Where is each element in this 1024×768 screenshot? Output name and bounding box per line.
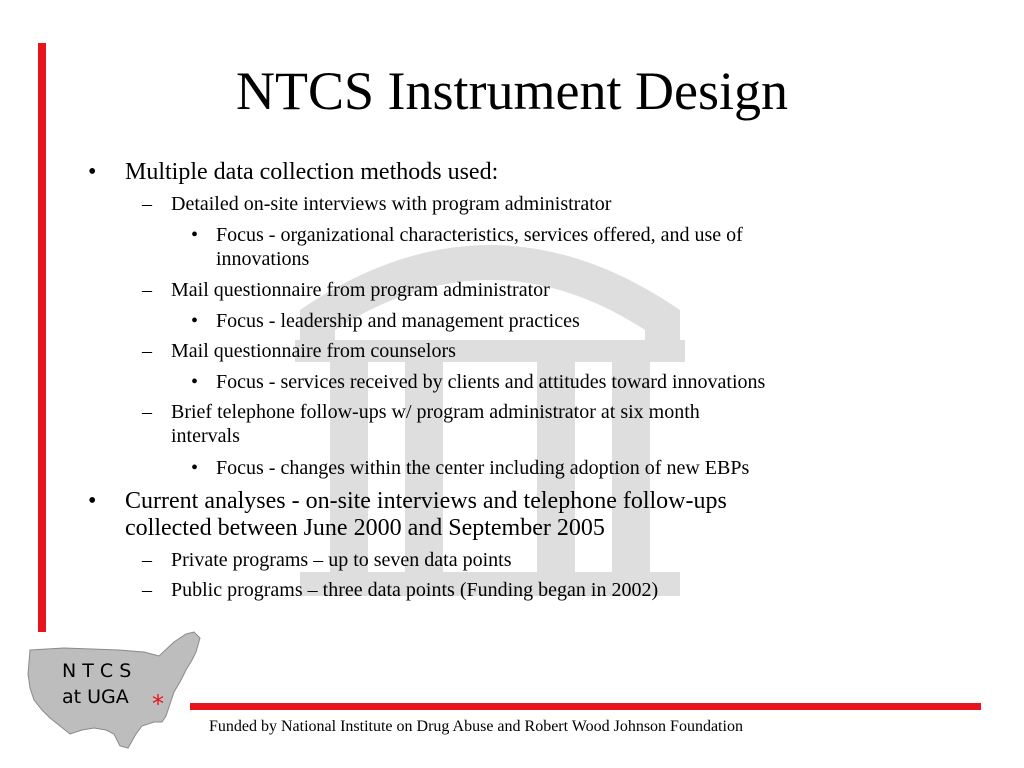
bullet-text: Detailed on-site interviews with program administrator: [171, 193, 612, 215]
bullet-text-continuation: collected between June 2000 and September 2005: [125, 515, 605, 541]
dash-marker: –: [142, 340, 152, 362]
bullet-text: Multiple data collection methods used:: [125, 159, 499, 185]
bullet-text: Focus - organizational characteristics, services offered, and use of: [216, 224, 743, 246]
bullet-marker: •: [191, 457, 199, 479]
bullet-text: Focus - services received by clients and attitudes toward innovations: [216, 371, 766, 393]
bullet-marker: •: [88, 488, 97, 514]
dash-marker: –: [142, 579, 152, 601]
bullet-text-continuation: intervals: [171, 425, 240, 447]
slide-title: NTCS Instrument Design: [236, 61, 788, 121]
bullet-marker: •: [88, 159, 97, 185]
dash-marker: –: [142, 193, 152, 215]
bullet-text: Focus - changes within the center including adoption of new EBPs: [216, 457, 750, 479]
ntcs-logo: [24, 630, 209, 752]
asterisk-icon: *: [152, 690, 164, 718]
bullet-text: Private programs – up to seven data points: [171, 549, 512, 571]
bullet-text: Focus - leadership and management practices: [216, 310, 580, 332]
footer-funding-text: Funded by National Institute on Drug Abuse and Robert Wood Johnson Foundation: [209, 718, 743, 735]
bullet-text: Public programs – three data points (Funding began in 2002): [171, 579, 659, 601]
dash-marker: –: [142, 401, 152, 423]
logo-line-2: at UGA: [62, 686, 129, 708]
bullet-text: Brief telephone follow-ups w/ program administrator at six month: [171, 401, 700, 423]
bullet-marker: •: [191, 224, 199, 246]
dash-marker: –: [142, 279, 152, 301]
bullet-marker: •: [191, 310, 199, 332]
logo-line-1: N T C S: [62, 660, 132, 682]
bullet-text: Current analyses - on-site interviews and telephone follow-ups: [125, 488, 727, 514]
bullet-text-continuation: innovations: [216, 248, 310, 270]
bullet-text: Mail questionnaire from program administrator: [171, 279, 550, 301]
bullet-text: Mail questionnaire from counselors: [171, 340, 456, 362]
bullet-marker: •: [191, 371, 199, 393]
dash-marker: –: [142, 549, 152, 571]
